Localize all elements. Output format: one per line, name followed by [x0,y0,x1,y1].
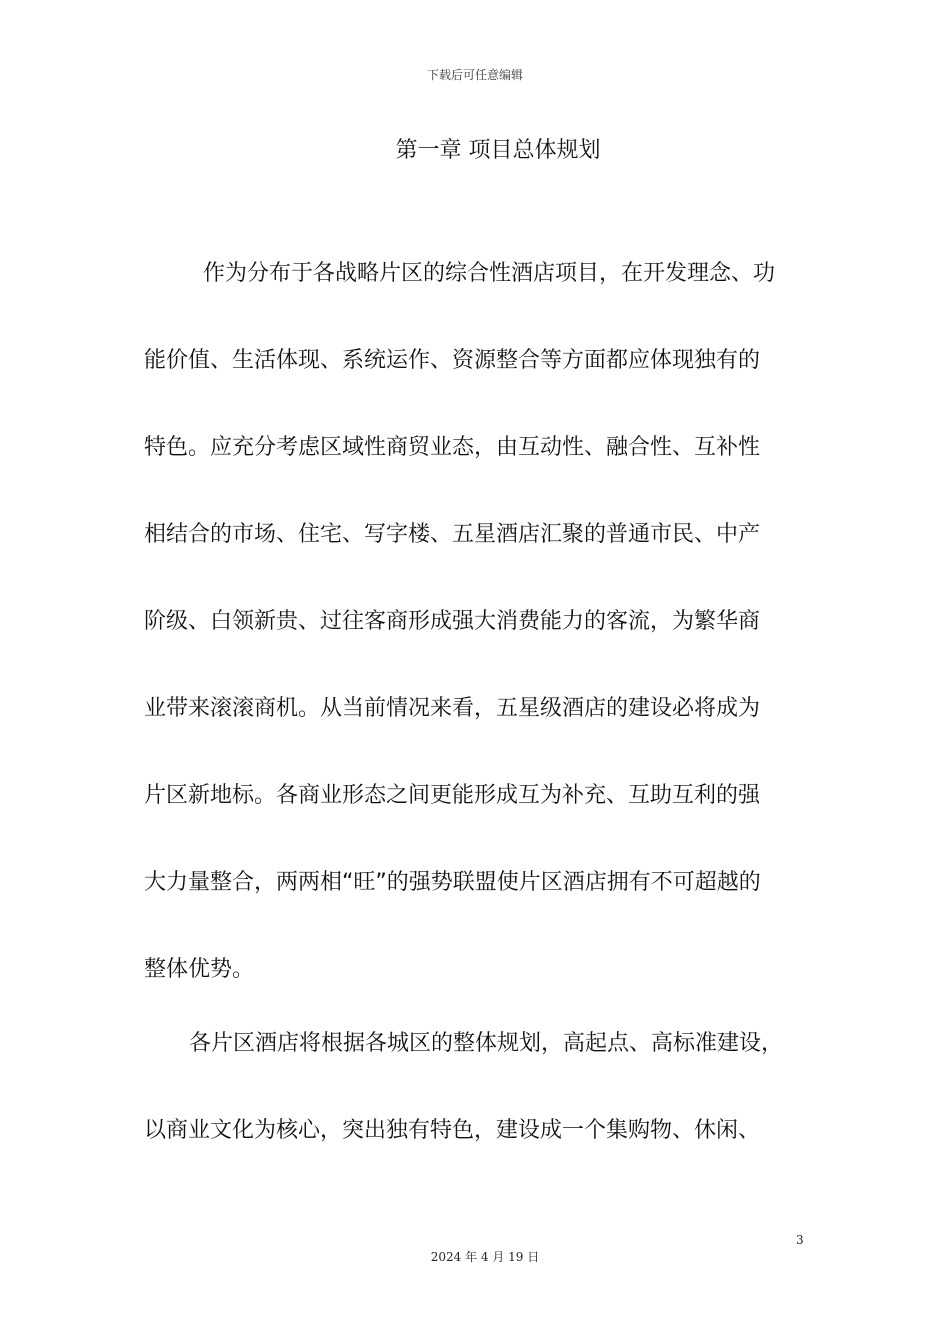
paragraph-line: 作为分布于各战略片区的综合性酒店项目，在开发理念、功 [203,261,776,286]
page-footer-date: 2024 年 4 月 19 日 [430,1250,540,1264]
paragraph-line: 能价值、生活体现、系统运作、资源整合等方面都应体现独有的 [144,348,761,373]
paragraph-line: 相结合的市场、住宅、写字楼、五星酒店汇聚的普通市民、中产 [144,522,761,547]
paragraph-line: 各片区酒店将根据各城区的整体规划，高起点、高标准建设， [189,1031,784,1056]
paragraph-line: 业带来滚滚商机。从当前情况来看，五星级酒店的建设必将成为 [144,696,761,721]
paragraph-line: 特色。应充分考虑区域性商贸业态，由互动性、融合性、互补性 [144,435,761,460]
paragraph-line: 以商业文化为核心，突出独有特色，建设成一个集购物、休闲、 [144,1118,761,1143]
page-header: 下载后可任意编辑 [426,68,523,82]
paragraph-line: 大力量整合，两两相“旺”的强势联盟使片区酒店拥有不可超越的 [144,870,761,895]
page-number: 3 [796,1233,804,1247]
paragraph-1 [144,259,806,985]
paragraph-line: 整体优势。 [144,957,255,982]
paragraph-2 [144,1029,806,1146]
paragraph-line: 阶级、白领新贵、过往客商形成强大消费能力的客流，为繁华商 [144,609,761,634]
paragraph-line: 片区新地标。各商业形态之间更能形成互为补充、互助互利的强 [144,783,761,808]
chapter-title: 第一章 项目总体规划 [395,138,601,163]
